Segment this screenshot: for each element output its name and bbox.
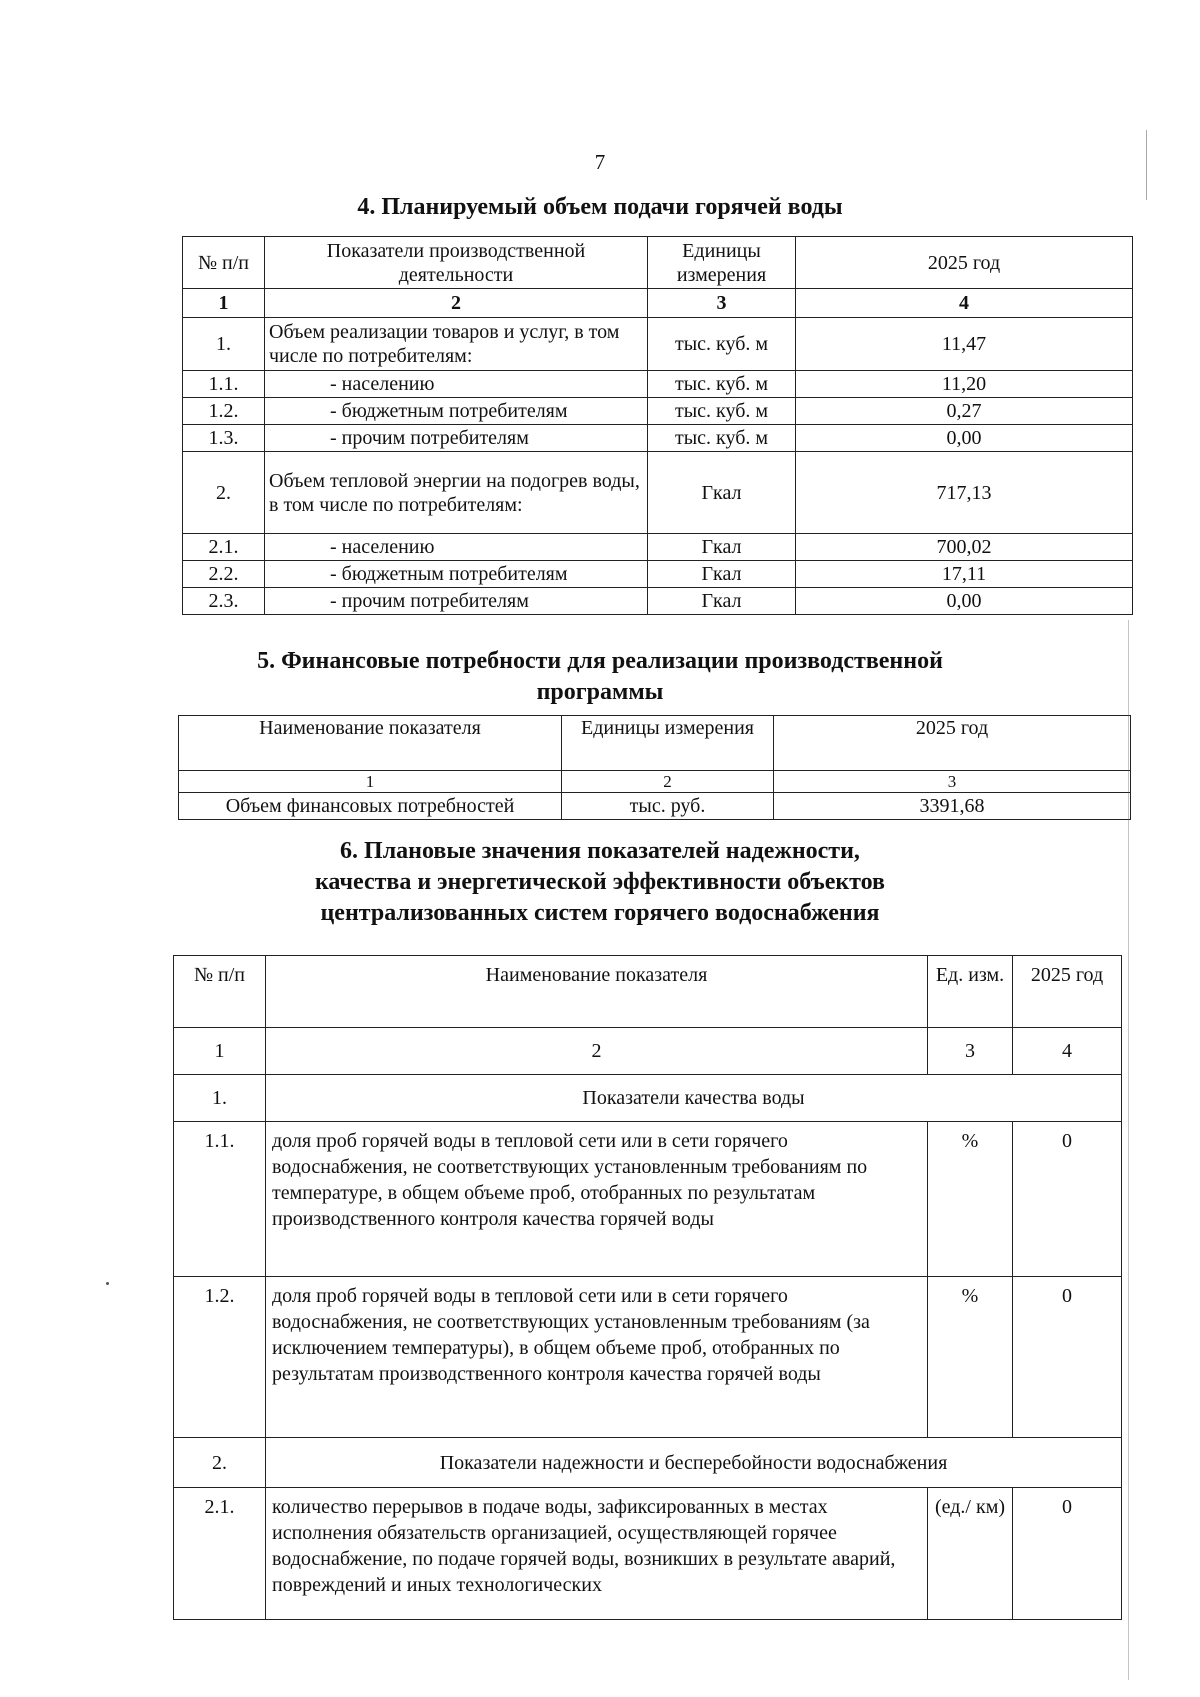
scan-edge-mark — [1128, 620, 1129, 1680]
scan-edge-mark — [1146, 130, 1147, 200]
table-row — [174, 1122, 1122, 1277]
table-row — [183, 561, 1133, 588]
section-6-title-line: качества и энергетической эффективности объектов — [314, 869, 886, 895]
row-number: 1. — [183, 318, 265, 371]
row-name: Объем тепловой энергии на подогрев воды, в том числе по потребителям: — [265, 452, 648, 534]
row-value: 717,13 — [796, 452, 1133, 534]
column-number: 3 — [648, 289, 796, 318]
row-value: 11,47 — [796, 318, 1133, 371]
group-row — [174, 1075, 1122, 1122]
column-number: 2 — [562, 771, 774, 793]
row-unit: Гкал — [648, 561, 796, 588]
row-unit: Гкал — [648, 588, 796, 615]
row-number: 1.3. — [183, 425, 265, 452]
header-cell: 2025 год — [796, 237, 1133, 289]
table-header-row — [183, 237, 1133, 289]
section-5-title-line: 5. Финансовые потребности для реализации производственной — [257, 648, 943, 674]
row-name: доля проб горячей воды в тепловой сети или в сети горячего водоснабжения, не соответствующих установленным требованиям (за исключением температуры), в общем объеме проб, отобранных по результатам производственного контроля качества горячей воды — [266, 1277, 928, 1438]
table-row — [183, 318, 1133, 371]
column-number: 4 — [1013, 1028, 1122, 1075]
row-unit: (ед./ км) — [928, 1488, 1013, 1620]
row-value: 17,11 — [796, 561, 1133, 588]
row-number: 2.2. — [183, 561, 265, 588]
reliability-indicators-table — [173, 955, 1122, 1620]
row-value: 3391,68 — [774, 793, 1131, 820]
row-unit: тыс. куб. м — [648, 371, 796, 398]
row-name: доля проб горячей воды в тепловой сети или в сети горячего водоснабжения, не соответствующих установленным требованиям по температуре, в общем объеме проб, отобранных по результатам производственного контроля качества горячей воды — [266, 1122, 928, 1277]
row-name: - населению — [265, 534, 648, 561]
section-6-title-line: централизованных систем горячего водоснабжения — [320, 900, 880, 926]
header-cell: Ед. изм. — [928, 956, 1013, 1028]
row-number: 1.2. — [174, 1277, 266, 1438]
column-number-row — [183, 289, 1133, 318]
table-row — [174, 1277, 1122, 1438]
row-name: - бюджетным потребителям — [265, 398, 648, 425]
page-number: 7 — [594, 150, 606, 174]
row-unit: Гкал — [648, 534, 796, 561]
header-cell: 2025 год — [774, 716, 1131, 771]
row-name: - прочим потребителям — [265, 588, 648, 615]
row-number: 2.1. — [183, 534, 265, 561]
row-value: 0,00 — [796, 588, 1133, 615]
header-cell: Единицы измерения — [562, 716, 774, 771]
column-number: 2 — [266, 1028, 928, 1075]
section-4-title: 4. Планируемый объем подачи горячей воды — [357, 194, 843, 220]
header-cell: Наименование показателя — [266, 956, 928, 1028]
group-row — [174, 1438, 1122, 1488]
row-name: количество перерывов в подаче воды, зафиксированных в местах исполнения обязательств организацией, осуществляющей горячее водоснабжение, по подаче горячей воды, возникших в результате аварий, повреждений и иных технологических — [266, 1488, 928, 1620]
header-cell: № п/п — [174, 956, 266, 1028]
row-number: 2. — [183, 452, 265, 534]
row-unit: тыс. куб. м — [648, 318, 796, 371]
row-number: 2.3. — [183, 588, 265, 615]
row-number: 1.2. — [183, 398, 265, 425]
header-cell: Наименование показателя — [179, 716, 562, 771]
table-row — [183, 452, 1133, 534]
column-number: 4 — [796, 289, 1133, 318]
row-unit: Гкал — [648, 452, 796, 534]
row-number: 1.1. — [183, 371, 265, 398]
row-name: - прочим потребителям — [265, 425, 648, 452]
scan-dot-mark — [106, 1282, 109, 1285]
column-number: 1 — [183, 289, 265, 318]
group-title: Показатели надежности и бесперебойности водоснабжения — [266, 1438, 1122, 1488]
header-cell: № п/п — [183, 237, 265, 289]
table-row — [183, 588, 1133, 615]
row-value: 700,02 — [796, 534, 1133, 561]
column-number: 3 — [774, 771, 1131, 793]
row-value: 0 — [1013, 1488, 1122, 1620]
row-number: 1. — [174, 1075, 266, 1122]
table-header-row — [179, 716, 1131, 771]
group-title: Показатели качества воды — [266, 1075, 1122, 1122]
table-row — [183, 425, 1133, 452]
row-name: - бюджетным потребителям — [265, 561, 648, 588]
header-cell: 2025 год — [1013, 956, 1122, 1028]
row-value: 0,00 — [796, 425, 1133, 452]
row-value: 0,27 — [796, 398, 1133, 425]
table-row — [174, 1488, 1122, 1620]
row-number: 1.1. — [174, 1122, 266, 1277]
row-unit: % — [928, 1277, 1013, 1438]
row-unit: % — [928, 1122, 1013, 1277]
section-6-title-line: 6. Плановые значения показателей надежности, — [340, 838, 860, 864]
column-number-row — [174, 1028, 1122, 1075]
column-number-row — [179, 771, 1131, 793]
row-number: 2.1. — [174, 1488, 266, 1620]
row-name: - населению — [265, 371, 648, 398]
row-unit: тыс. куб. м — [648, 425, 796, 452]
table-row — [179, 793, 1131, 820]
column-number: 3 — [928, 1028, 1013, 1075]
table-header-row — [174, 956, 1122, 1028]
section-5-title-line: программы — [536, 679, 664, 705]
header-cell: Показатели производственной деятельности — [265, 237, 648, 289]
row-number: 2. — [174, 1438, 266, 1488]
header-cell: Единицы измерения — [648, 237, 796, 289]
financial-needs-table — [178, 715, 1131, 820]
table-row — [183, 371, 1133, 398]
column-number: 1 — [174, 1028, 266, 1075]
table-row — [183, 398, 1133, 425]
section-5-title — [0, 646, 1200, 708]
column-number: 1 — [179, 771, 562, 793]
column-number: 2 — [265, 289, 648, 318]
row-unit: тыс. куб. м — [648, 398, 796, 425]
row-name: Объем финансовых потребностей — [179, 793, 562, 820]
hot-water-volume-table — [182, 236, 1133, 615]
table-row — [183, 534, 1133, 561]
row-name: Объем реализации товаров и услуг, в том числе по потребителям: — [265, 318, 648, 371]
row-unit: тыс. руб. — [562, 793, 774, 820]
row-value: 0 — [1013, 1277, 1122, 1438]
row-value: 0 — [1013, 1122, 1122, 1277]
section-6-title — [0, 836, 1200, 929]
row-value: 11,20 — [796, 371, 1133, 398]
